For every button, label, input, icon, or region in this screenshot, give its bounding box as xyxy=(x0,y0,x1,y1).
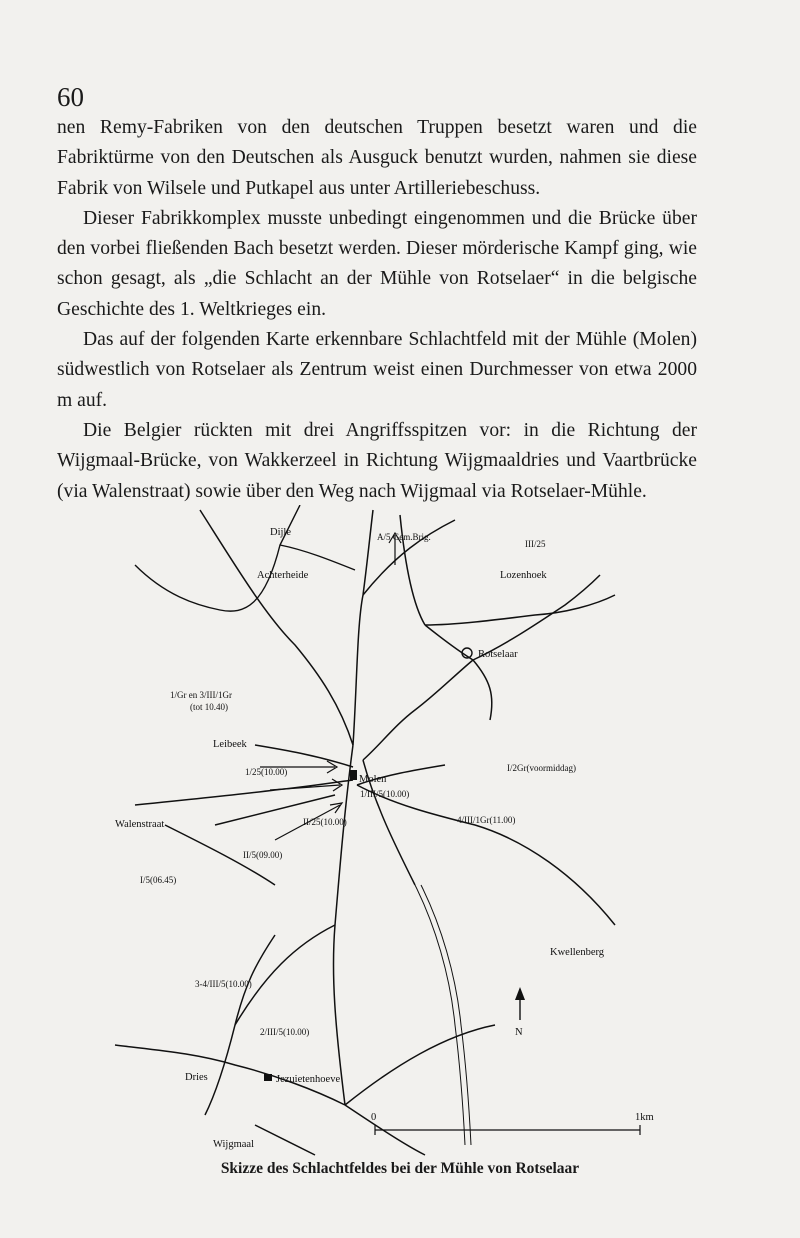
unit-i-2gr: I/2Gr(voormiddag) xyxy=(507,763,576,773)
river-dijle xyxy=(135,505,355,611)
unit-4-iii-1gr: 4/III/1Gr(11.00) xyxy=(457,815,516,825)
road-network xyxy=(115,510,615,1155)
place-rotselaar: Rotselaar xyxy=(478,649,518,660)
place-jezuietenhoeve: Jezuietenhoeve xyxy=(276,1074,341,1085)
north-arrow-icon xyxy=(515,987,525,1038)
battlefield-sketch-map xyxy=(95,505,715,1165)
paragraph-4: Die Belgier rückten mit drei Angriffsspitzen vor: in die Richtung der Wijgmaal-Brücke, von Wakkerzeel in Richtung Wijgmaaldries und Vaartbrücke (via Walenstraat) sowie über den Weg nach Wijgmaal via Rotselaer-Mühle. xyxy=(57,419,697,502)
jezuietenhoeve-marker xyxy=(264,1074,272,1081)
page-number: 60 xyxy=(57,82,84,112)
place-lozenhoek: Lozenhoek xyxy=(500,570,547,581)
unit-2-iii-5: 2/III/5(10.00) xyxy=(260,1027,310,1037)
scale-start: 0 xyxy=(371,1112,377,1123)
scale-bar xyxy=(371,1112,654,1135)
unit-1-25: 1/25(10.00) xyxy=(245,767,288,777)
place-molen: Molen xyxy=(359,774,387,785)
mill-marker xyxy=(350,770,357,780)
scale-end: 1km xyxy=(635,1112,654,1123)
unit-ii-5: II/5(09.00) xyxy=(243,850,283,860)
body-text xyxy=(57,113,697,507)
unit-ii-25: II/25(10.00) xyxy=(303,817,347,827)
place-leibeek: Leibeek xyxy=(213,739,247,750)
north-label: N xyxy=(515,1027,523,1038)
paragraph-1: nen Remy-Fabriken von den deutschen Truppen besetzt waren und die Fabriktürme von den Deutschen als Ausguck benutzt wurden, nahmen sie diese Fabrik von Wilsele und Putkapel aus unter Artilleriebeschuss. xyxy=(57,117,697,199)
place-achterheide: Achterheide xyxy=(257,570,309,581)
unit-a5: A/5 Gem.Brig. xyxy=(377,532,431,542)
unit-gr-line2: (tot 10.40) xyxy=(190,702,228,712)
place-walenstraat: Walenstraat xyxy=(115,819,165,830)
paragraph-2: Dieser Fabrikkomplex musste unbedingt eingenommen und die Brücke über den vorbei fließenden Bach besetzt werden. Dieser mörderische Kampf ging, wie schon gesagt, als „die Schlacht an der Mühle von Rotselaer“ in die belgische Geschichte des 1. Weltkrieges ein. xyxy=(57,207,697,320)
unit-3-4-iii-5: 3-4/III/5(10.00) xyxy=(195,979,252,989)
unit-gr-line1: 1/Gr en 3/III/1Gr xyxy=(170,690,232,700)
railway xyxy=(415,885,471,1145)
unit-i-5: I/5(06.45) xyxy=(140,875,177,885)
unit-iii25: III/25 xyxy=(525,539,546,549)
paragraph-3: Das auf der folgenden Karte erkennbare Schlachtfeld mit der Mühle (Molen) südwestlich von Rotselaer als Zentrum weist einen Durchmesser von etwa 2000 m auf. xyxy=(57,329,697,411)
place-kwellenberg: Kwellenberg xyxy=(550,947,605,958)
map-caption: Skizze des Schlachtfeldes bei der Mühle von Rotselaar xyxy=(220,1160,580,1177)
place-dijle: Dijle xyxy=(270,527,291,538)
place-dries: Dries xyxy=(185,1072,208,1083)
unit-1-iii-5: 1/III/5(10.00) xyxy=(360,789,410,799)
place-wijgmaal: Wijgmaal xyxy=(213,1139,254,1150)
